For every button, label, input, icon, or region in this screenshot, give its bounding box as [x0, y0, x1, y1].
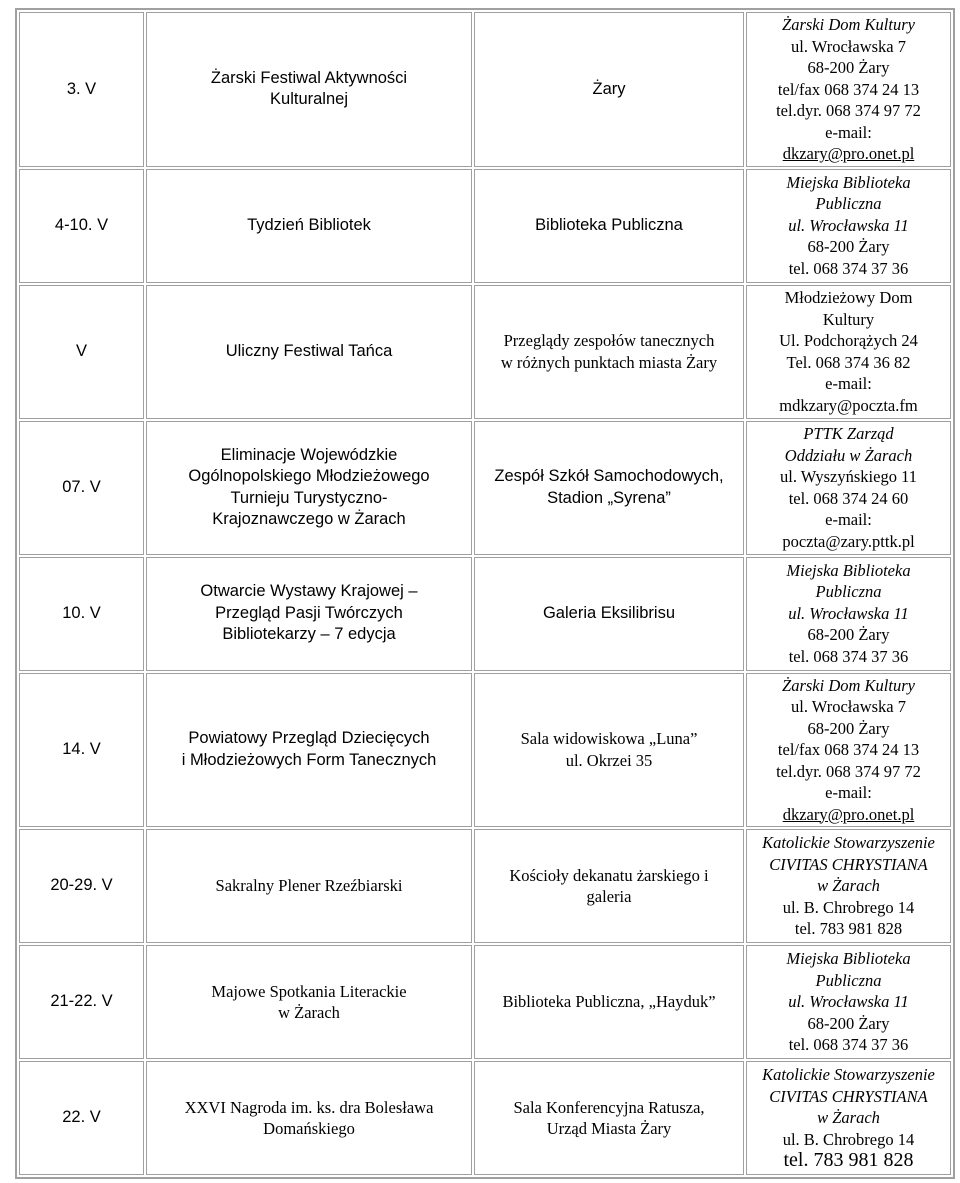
events-table: [15, 8, 955, 1179]
organizer-line: tel.dyr. 068 374 97 72: [776, 761, 921, 781]
organizer-line: Ul. Podchorążych 24: [779, 331, 918, 350]
organizer-line: Publiczna: [815, 194, 882, 214]
event-row: [19, 421, 951, 555]
event-date: 22. V: [62, 1108, 101, 1127]
organizer-line: tel.dyr. 068 374 97 72: [776, 101, 921, 120]
organizer-line: tel. 068 374 37 36: [788, 646, 909, 666]
event-place-line: Biblioteka Publiczna: [535, 215, 683, 234]
event-title-cell: [146, 12, 472, 167]
event-place-line: Sala Konferencyjna Ratusza,: [513, 1097, 705, 1117]
event-place-line: ul. Okrzei 35: [565, 750, 653, 770]
event-row: [19, 829, 951, 943]
event-date: 20-29. V: [50, 876, 113, 895]
event-place-line: Biblioteka Publiczna, „Hayduk”: [502, 992, 716, 1012]
event-row: [19, 12, 951, 167]
organizer-cell: [746, 673, 951, 828]
organizer-line: Żarski Dom Kultury: [782, 675, 915, 695]
event-place-cell: [474, 1061, 744, 1175]
event-title-line: i Młodzieżowych Form Tanecznych: [181, 750, 437, 769]
event-title-line: Sakralny Plener Rzeźbiarski: [215, 876, 403, 896]
event-title-cell: [146, 557, 472, 671]
organizer-line: 68-200 Żary: [807, 625, 890, 645]
organizer-line: w Żarach: [817, 1108, 880, 1128]
event-date: V: [75, 341, 87, 360]
event-title-line: Kulturalnej: [270, 90, 348, 109]
organizer-line: ul. Wrocławska 11: [788, 992, 909, 1012]
event-title-line: Uliczny Festiwal Tańca: [225, 341, 393, 360]
event-date: 3. V: [66, 79, 97, 98]
event-place-line: Sala widowiskowa „Luna”: [520, 729, 698, 749]
organizer-line: tel. 783 981 828: [783, 1149, 914, 1172]
event-title-line: Tydzień Bibliotek: [247, 215, 371, 234]
event-row: [19, 673, 951, 828]
event-title-cell: [146, 945, 472, 1059]
event-date-cell: [19, 557, 144, 671]
event-row: [19, 557, 951, 671]
event-place-cell: [474, 557, 744, 671]
organizer-line: tel. 068 374 37 36: [788, 258, 909, 278]
event-date-cell: [19, 421, 144, 555]
event-place-line: Żary: [592, 79, 626, 98]
organizer-line: e-mail:: [825, 783, 872, 802]
event-place-cell: [474, 12, 744, 167]
organizer-line: tel. 783 981 828: [794, 919, 903, 939]
event-place-line: Galeria Eksilibrisu: [542, 603, 676, 622]
organizer-line: mdkzary@poczta.fm: [779, 395, 918, 415]
organizer-cell: [746, 421, 951, 555]
organizer-line: Oddziału w Żarach: [784, 445, 913, 465]
organizer-line: Miejska Biblioteka: [786, 560, 911, 580]
event-row: [19, 1061, 951, 1175]
event-place-line: Kościoły dekanatu żarskiego i: [509, 865, 709, 885]
event-title-line: Powiatowy Przegląd Dziecięcych: [188, 729, 430, 748]
organizer-line: Miejska Biblioteka: [786, 949, 911, 969]
event-place-line: Przeglądy zespołów tanecznych: [503, 331, 715, 350]
organizer-line: e-mail:: [825, 122, 872, 142]
organizer-cell: [746, 557, 951, 671]
event-title-cell: [146, 169, 472, 283]
event-date: 10. V: [62, 603, 101, 622]
event-place-cell: [474, 829, 744, 943]
organizer-line: PTTK Zarząd: [803, 424, 894, 443]
organizer-line: CIVITAS CHRYSTIANA: [769, 854, 928, 874]
event-title-line: Majowe Spotkania Literackie: [211, 981, 407, 1001]
event-date-cell: [19, 829, 144, 943]
organizer-line: Żarski Dom Kultury: [782, 15, 915, 34]
event-date-cell: [19, 285, 144, 419]
event-date-cell: [19, 673, 144, 828]
event-date: 14. V: [62, 740, 101, 758]
organizer-line: ul. Wrocławska 11: [788, 215, 909, 235]
organizer-line: Miejska Biblioteka: [786, 172, 911, 192]
event-title-line: Eliminacje Wojewódzkie: [220, 445, 398, 464]
organizer-line: 68-200 Żary: [807, 1013, 890, 1033]
event-row: [19, 285, 951, 419]
event-place-line: w różnych punktach miasta Żary: [500, 352, 718, 372]
event-title-line: w Żarach: [278, 1003, 340, 1022]
organizer-line: 68-200 Żary: [807, 718, 890, 738]
organizer-line: tel/fax 068 374 24 13: [777, 740, 920, 759]
event-date: 21-22. V: [50, 992, 113, 1011]
event-place-line: Zespół Szkół Samochodowych,: [494, 467, 724, 485]
organizer-line: ul. Wrocławska 7: [791, 36, 906, 56]
organizer-line: ul. B. Chrobrego 14: [782, 897, 915, 917]
organizer-line: poczta@zary.pttk.pl: [782, 531, 915, 551]
organizer-line: dkzary@pro.onet.pl: [782, 804, 915, 824]
organizer-line: dkzary@pro.onet.pl: [782, 144, 915, 163]
event-title-line: Otwarcie Wystawy Krajowej –: [200, 582, 418, 601]
event-title-line: Żarski Festiwal Aktywności: [210, 68, 408, 87]
event-title-cell: [146, 1061, 472, 1175]
organizer-cell: [746, 945, 951, 1059]
event-date-cell: [19, 1061, 144, 1175]
organizer-cell: [746, 829, 951, 943]
organizer-line: 68-200 Żary: [807, 58, 890, 77]
organizer-line: Kultury: [822, 309, 875, 329]
event-title-line: Przegląd Pasji Twórczych: [215, 603, 403, 622]
organizer-line: Tel. 068 374 36 82: [786, 352, 911, 372]
event-title-cell: [146, 673, 472, 828]
event-place-cell: [474, 169, 744, 283]
event-title-cell: [146, 285, 472, 419]
event-row: [19, 945, 951, 1059]
organizer-line: e-mail:: [825, 374, 872, 393]
event-place-line: galeria: [586, 887, 632, 906]
event-date-cell: [19, 945, 144, 1059]
event-title-line: Ogólnopolskiego Młodzieżowego: [188, 467, 430, 485]
organizer-line: tel. 068 374 37 36: [788, 1035, 909, 1055]
organizer-line: ul. B. Chrobrego 14: [782, 1129, 915, 1149]
event-date: 07. V: [62, 477, 101, 496]
event-date: 4-10. V: [54, 215, 109, 234]
organizer-line: CIVITAS CHRYSTIANA: [769, 1086, 928, 1106]
event-row: [19, 169, 951, 283]
event-place-line: Stadion „Syrena”: [547, 488, 671, 507]
organizer-line: w Żarach: [817, 876, 880, 896]
organizer-cell: [746, 12, 951, 167]
organizer-line: Młodzieżowy Dom: [784, 288, 913, 307]
organizer-cell: [746, 1061, 951, 1175]
event-place-line: Urząd Miasta Żary: [546, 1119, 672, 1138]
organizer-cell: [746, 169, 951, 283]
organizer-line: e-mail:: [825, 510, 872, 529]
organizer-line: Publiczna: [815, 582, 882, 602]
event-date-cell: [19, 169, 144, 283]
organizer-line: Publiczna: [815, 970, 882, 990]
event-title-line: Domańskiego: [263, 1119, 355, 1138]
event-place-cell: [474, 421, 744, 555]
event-date-cell: [19, 12, 144, 167]
event-title-line: XXVI Nagroda im. ks. dra Bolesława: [184, 1097, 434, 1117]
organizer-line: tel. 068 374 24 60: [788, 488, 909, 508]
organizer-line: ul. Wrocławska 7: [791, 697, 906, 716]
organizer-line: ul. Wyszyńskiego 11: [780, 467, 917, 486]
event-title-line: Krajoznawczego w Żarach: [212, 510, 406, 528]
organizer-line: 68-200 Żary: [807, 237, 890, 257]
organizer-line: Katolickie Stowarzyszenie: [762, 833, 935, 853]
organizer-line: tel/fax 068 374 24 13: [777, 79, 920, 99]
organizer-line: Katolickie Stowarzyszenie: [762, 1065, 935, 1085]
event-title-line: Bibliotekarzy – 7 edycja: [222, 625, 396, 644]
event-place-cell: [474, 945, 744, 1059]
event-place-cell: [474, 285, 744, 419]
event-title-cell: [146, 421, 472, 555]
event-title-cell: [146, 829, 472, 943]
event-place-cell: [474, 673, 744, 828]
organizer-line: ul. Wrocławska 11: [788, 603, 909, 623]
event-title-line: Turnieju Turystyczno-: [230, 488, 388, 507]
organizer-cell: [746, 285, 951, 419]
events-table-body: [19, 12, 951, 1175]
